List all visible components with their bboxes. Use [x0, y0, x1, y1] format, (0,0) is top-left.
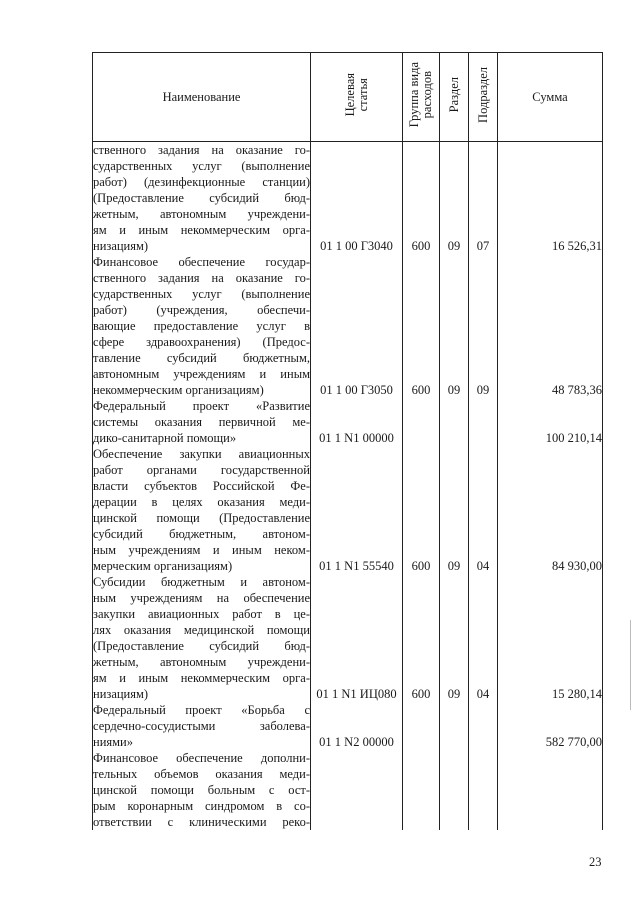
row-name-line: вающие предоставление услуг в	[93, 319, 310, 333]
row-name-line: тавление субсидий бюджетным,	[93, 351, 310, 365]
row-name-line: работ) (дезинфекционные станции)	[93, 175, 310, 189]
row-name-line: цинской помощи больным с ост-	[93, 783, 310, 797]
row-subsection: 04	[469, 446, 498, 574]
row-group: 600	[403, 446, 440, 574]
table-row	[93, 750, 603, 830]
header-section	[440, 53, 469, 142]
budget-table	[92, 52, 603, 830]
row-group: 600	[403, 254, 440, 398]
row-sum: 84 930,00	[498, 446, 603, 574]
row-name-line: низациям)	[93, 687, 149, 701]
row-name-line: низациям)	[93, 239, 149, 253]
row-name-line: дико-санитарной помощи»	[93, 431, 237, 445]
row-name-line: тельных объемов оказания меди-	[93, 767, 310, 781]
row-name-line: сфере здравоохранения) (Предос-	[93, 335, 310, 349]
row-section: 09	[440, 446, 469, 574]
row-sum: 582 770,00	[498, 702, 603, 750]
table-row	[93, 254, 603, 398]
row-name	[93, 398, 311, 446]
row-name-line: системы оказания первичной ме-	[93, 415, 310, 429]
header-expense-group-line2: расходов	[420, 71, 434, 119]
row-sum: 16 526,31	[498, 142, 603, 255]
row-name-line: мерческим организациям)	[93, 559, 233, 573]
row-code: 01 1 00 Г3040	[311, 142, 403, 255]
table-row	[93, 142, 603, 255]
row-group	[403, 750, 440, 830]
row-name-line: Финансовое обеспечение государ-	[93, 255, 310, 269]
row-name-line: ниями»	[93, 735, 133, 749]
header-sum: Сумма	[498, 53, 603, 142]
row-code: 01 1 N2 00000	[311, 702, 403, 750]
row-name-line: цинской помощи (Предоставление	[93, 511, 310, 525]
row-subsection: 09	[469, 254, 498, 398]
row-name-line: ственного задания на оказание го-	[93, 143, 310, 157]
row-section	[440, 750, 469, 830]
row-section	[440, 702, 469, 750]
header-target-article-line2: статья	[355, 78, 370, 112]
row-name-line: Финансовое обеспечение дополни-	[93, 751, 310, 765]
row-group: 600	[403, 142, 440, 255]
row-name-line: власти субъектов Российской Фе-	[93, 479, 310, 493]
row-group	[403, 702, 440, 750]
row-subsection	[469, 702, 498, 750]
page-number: 23	[589, 855, 602, 869]
row-code	[311, 750, 403, 830]
row-name-line: сударственных услуг (выполнение	[93, 159, 310, 173]
row-name-line: жетным, автономным учреждени-	[93, 207, 310, 221]
header-section-label: Раздел	[446, 77, 461, 113]
header-subsection-label: Подраздел	[475, 67, 490, 123]
header-expense-group-line1: Группа вида	[407, 62, 421, 128]
row-name	[93, 702, 311, 750]
row-sum: 100 210,14	[498, 398, 603, 446]
row-name-line: ным учреждениям на обеспечение	[93, 591, 310, 605]
row-name	[93, 142, 311, 255]
row-section: 09	[440, 574, 469, 702]
table-row	[93, 574, 603, 702]
row-name-line: жетным, автономным учреждени-	[93, 655, 310, 669]
row-section: 09	[440, 142, 469, 255]
row-name-line: Субсидии бюджетным и автоном-	[93, 575, 310, 589]
header-target-article	[311, 53, 403, 142]
row-subsection	[469, 750, 498, 830]
row-name-line: субсидий бюджетным, автоном-	[93, 527, 310, 541]
table-row	[93, 702, 603, 750]
row-name-line: Федеральный проект «Борьба с	[93, 703, 310, 717]
header-name: Наименование	[93, 53, 311, 142]
row-name-line: работ) (учреждения, обеспечи-	[93, 303, 310, 317]
row-name-line: лях оказания медицинской помощи	[93, 623, 310, 637]
header-expense-group	[403, 53, 440, 142]
row-name-line: Федеральный проект «Развитие	[93, 399, 310, 413]
row-sum: 15 280,14	[498, 574, 603, 702]
row-sum	[498, 750, 603, 830]
row-name-line: автономным учреждениям и иным	[93, 367, 310, 381]
row-name-line: ям и иным некоммерческим орга-	[93, 671, 310, 685]
row-name	[93, 446, 311, 574]
row-name-line: работ органами государственной	[93, 463, 310, 477]
row-name-line: сударственных услуг (выполнение	[93, 287, 310, 301]
row-section	[440, 398, 469, 446]
row-code: 01 1 00 Г3050	[311, 254, 403, 398]
row-name-line: ответствии с клиническими реко-	[93, 815, 310, 829]
row-group	[403, 398, 440, 446]
row-code: 01 1 N1 55540	[311, 446, 403, 574]
row-group: 600	[403, 574, 440, 702]
row-subsection	[469, 398, 498, 446]
row-name	[93, 574, 311, 702]
header-subsection	[469, 53, 498, 142]
row-subsection: 04	[469, 574, 498, 702]
row-name-line: закупки авиационных работ в це-	[93, 607, 310, 621]
row-name-line: рым коронарным синдромом в со-	[93, 799, 310, 813]
row-subsection: 07	[469, 142, 498, 255]
row-name-line: дерации в целях оказания меди-	[93, 495, 310, 509]
row-name-line: некоммерческим организациям)	[93, 383, 264, 397]
row-name-line: ным учреждениям и иным неком-	[93, 543, 310, 557]
table-header-row	[93, 53, 603, 142]
table-row	[93, 398, 603, 446]
row-code: 01 1 N1 00000	[311, 398, 403, 446]
row-name	[93, 254, 311, 398]
row-name-line: (Предоставление субсидий бюд-	[93, 639, 310, 653]
row-name-line: ственного задания на оказание го-	[93, 271, 310, 285]
row-name-line: сердечно-сосудистыми заболева-	[93, 719, 310, 733]
table-row	[93, 446, 603, 574]
scan-edge-mark	[630, 620, 631, 710]
row-sum: 48 783,36	[498, 254, 603, 398]
row-name-line: (Предоставление субсидий бюд-	[93, 191, 310, 205]
header-target-article-line1: Целевая	[342, 73, 357, 117]
row-name-line: ям и иным некоммерческим орга-	[93, 223, 310, 237]
row-code: 01 1 N1 ИЦ080	[311, 574, 403, 702]
row-name-line: Обеспечение закупки авиационных	[93, 447, 310, 461]
row-section: 09	[440, 254, 469, 398]
row-name	[93, 750, 311, 830]
